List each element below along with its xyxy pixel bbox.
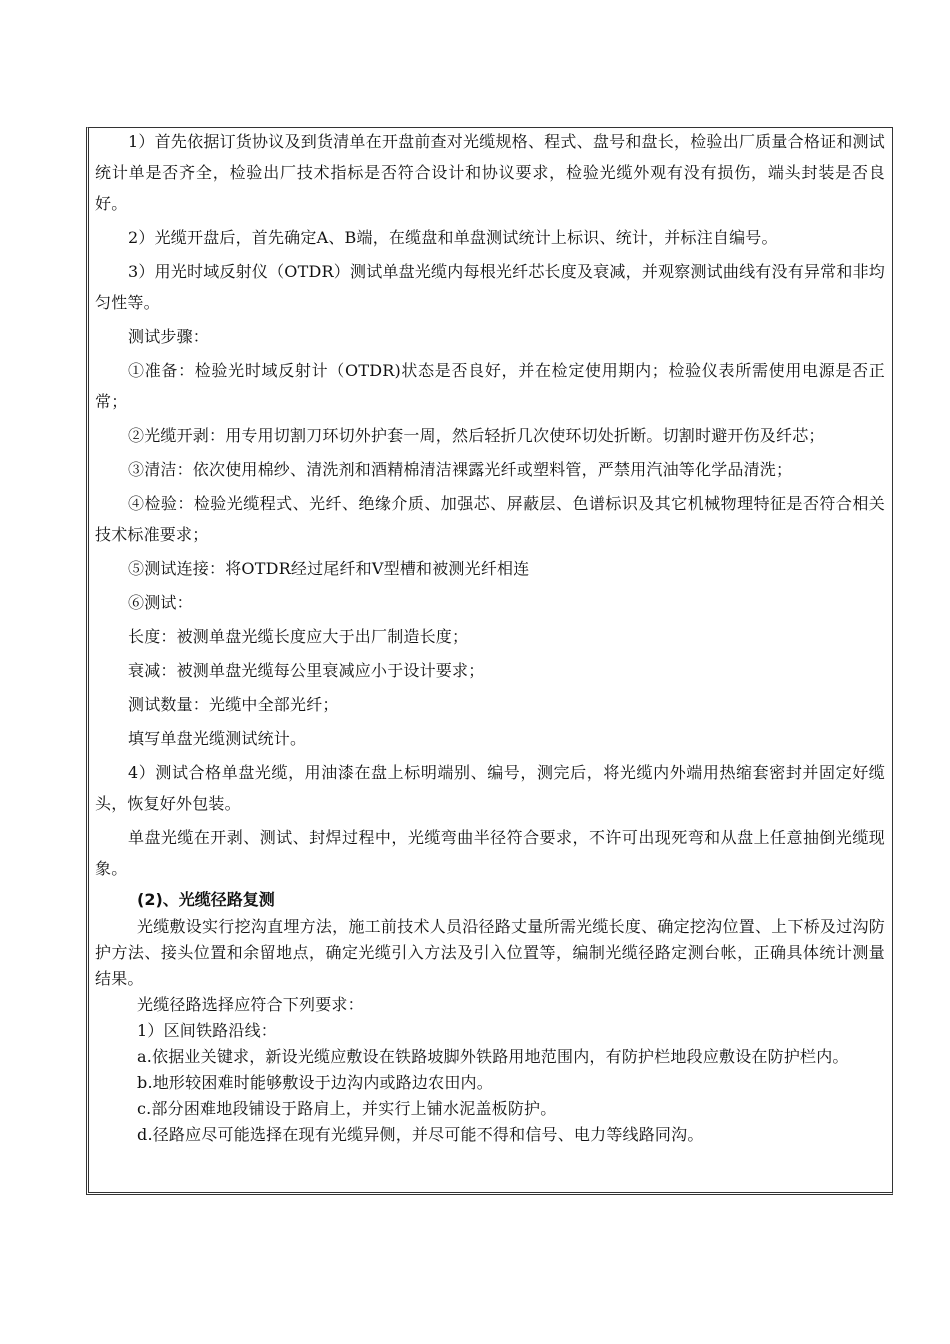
step-strip: ②光缆开剥：用专用切割刀环切外护套一周，然后轻折几次使环切处折断。切割时避开伤及纤芯； xyxy=(128,426,825,445)
paragraph-3: 3）用光时域反射仪（OTDR）测试单盘光缆内每根光纤芯长度及衰减，并观察测试曲线有没有异常和非均匀性等。 xyxy=(95,262,885,312)
railway-section-label: 1）区间铁路沿线： xyxy=(137,1021,277,1040)
route-requirements-label: 光缆径路选择应符合下列要求： xyxy=(137,995,364,1014)
step-prepare: ①准备：检验光时域反射计（OTDR)状态是否良好，并在检定使用期内；检验仪表所需使用电源是否正常； xyxy=(95,361,885,411)
document-body xyxy=(95,126,885,1148)
step-clean: ③清洁：依次使用棉纱、清洗剂和酒精棉清洁裸露光纤或塑料管，严禁用汽油等化学品清洗； xyxy=(128,460,793,479)
requirement-b: b.地形较困难时能够敷设于边沟内或路边农田内。 xyxy=(137,1073,493,1092)
step-connect: ⑤测试连接：将OTDR经过尾纤和V型槽和被测光纤相连 xyxy=(128,559,530,578)
quantity-item: 测试数量：光缆中全部光纤； xyxy=(128,695,339,714)
section-heading: (2)、光缆径路复测 xyxy=(137,890,275,909)
paragraph-1: 1）首先依据订货协议及到货清单在开盘前查对光缆规格、程式、盘号和盘长，检验出厂质量合格证和测试统计单是否齐全，检验出厂技术指标是否符合设计和协议要求，检验光缆外观有没有损伤，端头封装是否良好。 xyxy=(95,132,885,213)
requirement-c: c.部分困难地段铺设于路肩上，并实行上铺水泥盖板防护。 xyxy=(137,1099,557,1118)
bend-radius-note: 单盘光缆在开剥、测试、封焊过程中，光缆弯曲半径符合要求，不许可出现死弯和从盘上任意抽倒光缆现象。 xyxy=(95,828,885,878)
paragraph-2: 2）光缆开盘后，首先确定A、B端，在缆盘和单盘测试统计上标识、统计，并标注自编号。 xyxy=(128,228,778,247)
length-item: 长度：被测单盘光缆长度应大于出厂制造长度； xyxy=(128,627,469,646)
attenuation-item: 衰减：被测单盘光缆每公里衰减应小于设计要求； xyxy=(128,661,485,680)
requirement-d: d.径路应尽可能选择在现有光缆异侧，并尽可能不得和信号、电力等线路同沟。 xyxy=(137,1125,704,1144)
route-survey-paragraph: 光缆敷设实行挖沟直埋方法，施工前技术人员沿径路丈量所需光缆长度、确定挖沟位置、上下桥及过沟防护方法、接头位置和余留地点，确定光缆引入方法及引入位置等，编制光缆径路定测台帐，正确具体统计测量结果。 xyxy=(95,917,885,988)
requirement-a: a.依据业关键求，新设光缆应敷设在铁路坡脚外铁路用地范围内，有防护栏地段应敷设在防护栏内。 xyxy=(137,1047,849,1066)
record-item: 填写单盘光缆测试统计。 xyxy=(128,729,307,748)
step-inspect: ④检验：检验光缆程式、光纤、绝缘介质、加强芯、屏蔽层、色谱标识及其它机械物理特征是否符合相关技术标准要求； xyxy=(95,494,885,544)
paragraph-4: 4）测试合格单盘光缆，用油漆在盘上标明端别、编号，测完后，将光缆内外端用热缩套密封并固定好缆头，恢复好外包装。 xyxy=(95,763,885,813)
test-steps-label: 测试步骤： xyxy=(128,327,210,346)
step-test: ⑥测试： xyxy=(128,593,193,612)
